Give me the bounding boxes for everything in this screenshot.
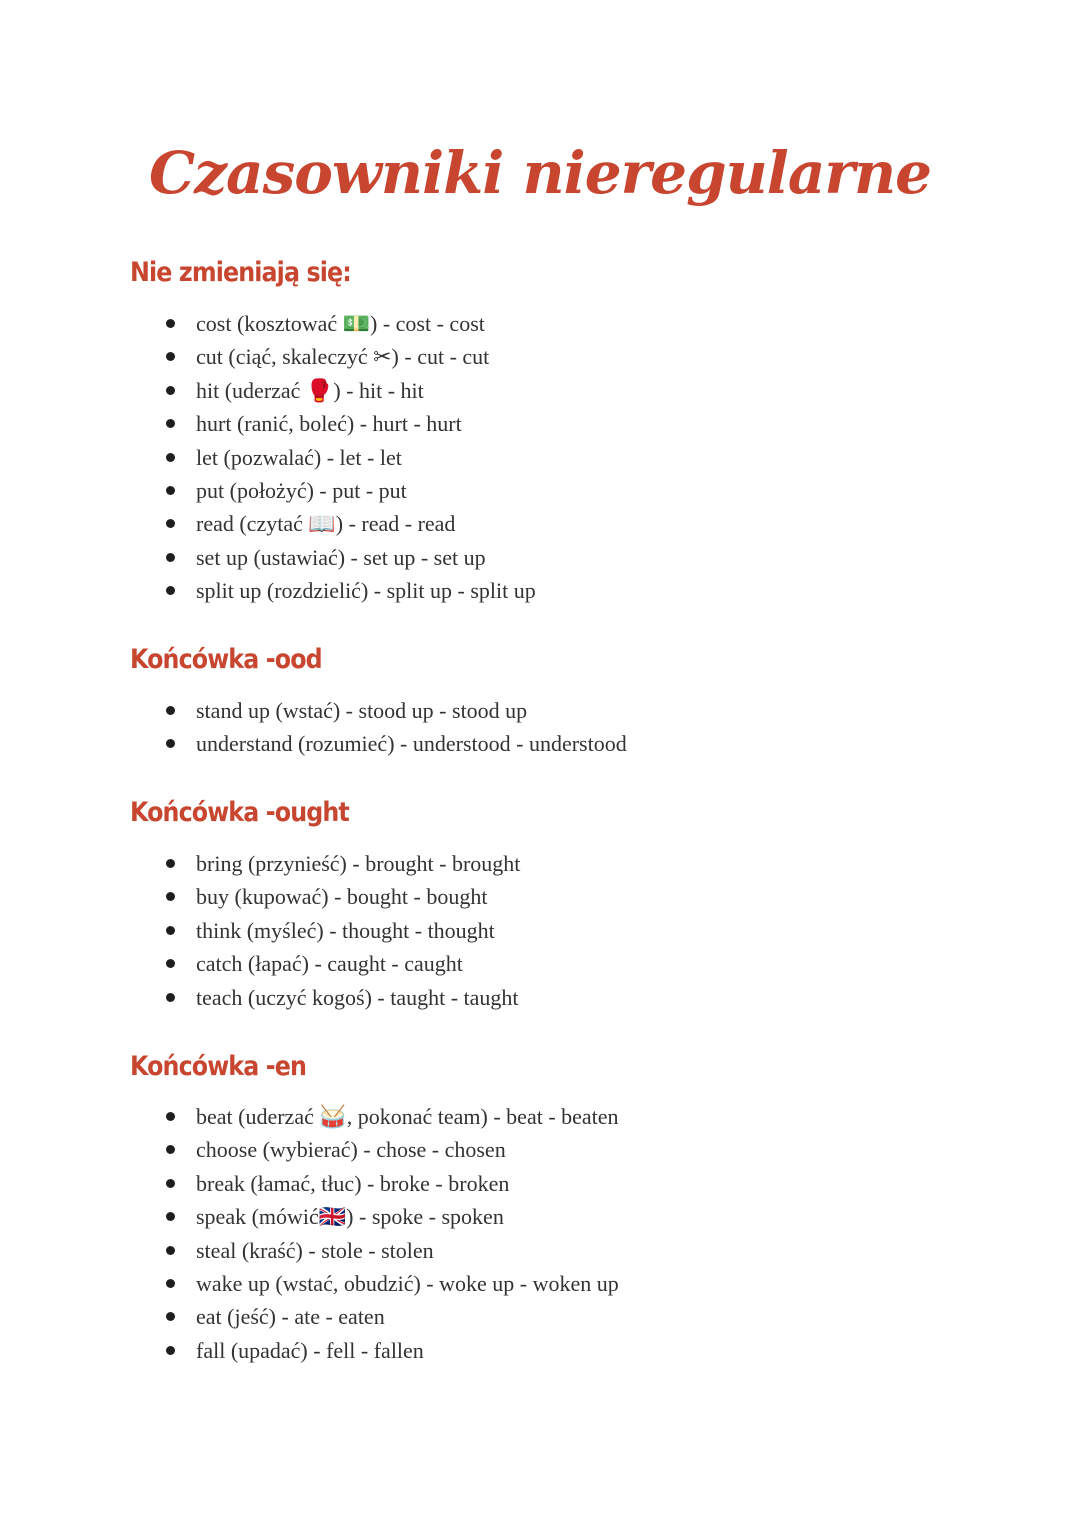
bullet-icon — [166, 926, 175, 935]
list-item: cost (kosztować 💵) - cost - cost — [0, 307, 536, 340]
section-heading-no-change: Nie zmieniają się: — [130, 257, 351, 288]
list-item: beat (uderzać 🥁, pokonać team) - beat - beaten — [0, 1100, 619, 1133]
bullet-icon — [166, 1179, 175, 1188]
bullet-icon — [166, 892, 175, 901]
list-item: break (łamać, tłuc) - broke - broken — [0, 1167, 619, 1200]
list-item: let (pozwalać) - let - let — [0, 441, 536, 474]
page-title: Czasowniki nieregularne — [148, 139, 932, 207]
bullet-icon — [166, 453, 175, 462]
verb-list-ood — [0, 694, 627, 761]
verb-list-no-change — [0, 307, 536, 608]
bullet-icon — [166, 486, 175, 495]
bullet-icon — [166, 1112, 175, 1121]
bullet-icon — [166, 959, 175, 968]
bullet-icon — [166, 993, 175, 1002]
bullet-icon — [166, 386, 175, 395]
bullet-icon — [166, 859, 175, 868]
list-item: catch (łapać) - caught - caught — [0, 947, 520, 980]
list-item: hurt (ranić, boleć) - hurt - hurt — [0, 407, 536, 440]
bullet-icon — [166, 319, 175, 328]
bullet-icon — [166, 519, 175, 528]
list-item: fall (upadać) - fell - fallen — [0, 1334, 619, 1367]
section-heading-ought: Końcówka -ought — [130, 797, 349, 828]
bullet-icon — [166, 553, 175, 562]
list-item: split up (rozdzielić) - split up - split up — [0, 574, 536, 607]
list-item: set up (ustawiać) - set up - set up — [0, 541, 536, 574]
list-item: read (czytać 📖) - read - read — [0, 507, 536, 540]
list-item: understand (rozumieć) - understood - understood — [0, 727, 627, 760]
bullet-icon — [166, 1145, 175, 1154]
bullet-icon — [166, 352, 175, 361]
bullet-icon — [166, 1346, 175, 1355]
bullet-icon — [166, 706, 175, 715]
list-item: put (położyć) - put - put — [0, 474, 536, 507]
list-item: cut (ciąć, skaleczyć ✂) - cut - cut — [0, 340, 536, 373]
verb-list-ought — [0, 847, 520, 1014]
list-item: wake up (wstać, obudzić) - woke up - woken up — [0, 1267, 619, 1300]
section-heading-en: Końcówka -en — [130, 1051, 307, 1082]
list-item: choose (wybierać) - chose - chosen — [0, 1133, 619, 1166]
bullet-icon — [166, 1312, 175, 1321]
verb-list-en — [0, 1100, 619, 1367]
list-item: stand up (wstać) - stood up - stood up — [0, 694, 627, 727]
list-item: bring (przynieść) - brought - brought — [0, 847, 520, 880]
list-item: buy (kupować) - bought - bought — [0, 880, 520, 913]
bullet-icon — [166, 419, 175, 428]
bullet-icon — [166, 1212, 175, 1221]
bullet-icon — [166, 1246, 175, 1255]
list-item: teach (uczyć kogoś) - taught - taught — [0, 981, 520, 1014]
list-item: speak (mówić🇬🇧) - spoke - spoken — [0, 1200, 619, 1233]
list-item: steal (kraść) - stole - stolen — [0, 1234, 619, 1267]
section-heading-ood: Końcówka -ood — [130, 644, 322, 675]
bullet-icon — [166, 739, 175, 748]
bullet-icon — [166, 1279, 175, 1288]
list-item: eat (jeść) - ate - eaten — [0, 1300, 619, 1333]
bullet-icon — [166, 586, 175, 595]
list-item: think (myśleć) - thought - thought — [0, 914, 520, 947]
list-item: hit (uderzać 🥊) - hit - hit — [0, 374, 536, 407]
